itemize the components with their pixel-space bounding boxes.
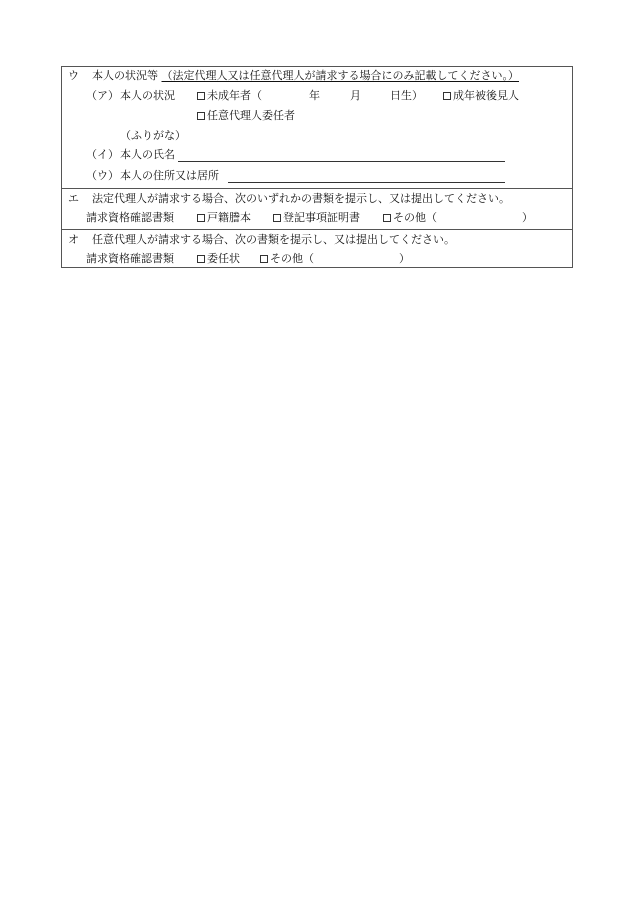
item-i-label: 本人の氏名 [120,148,175,161]
item-u-label: 本人の住所又は居所 [120,169,219,182]
birth-year-label: 年 [309,89,320,102]
adult-ward-option[interactable] [443,89,519,103]
minor-checkbox[interactable] [197,92,205,100]
section-u-title: 本人の状況等 [92,69,158,82]
item-a-marker: （ア） [86,89,119,102]
representative-info-form [61,66,573,268]
adult-ward-checkbox[interactable] [443,92,451,100]
section-o-title: 任意代理人が請求する場合、次の書類を提示し、又は提出してください。 [92,233,455,246]
principal-option[interactable] [197,109,295,123]
item-u-marker: （ウ） [86,169,119,182]
section-u-heading [68,69,519,83]
power-of-attorney-checkbox[interactable] [197,255,205,263]
section-e-other-label: その他（ [393,211,437,224]
adult-ward-label: 成年被後見人 [453,89,519,102]
family-register-label: 戸籍謄本 [207,211,251,224]
section-divider [62,229,572,230]
section-e-other-option[interactable] [383,211,437,225]
section-o-other-checkbox[interactable] [260,255,268,263]
minor-label: 未成年者（ [207,89,262,102]
registry-certificate-label: 登記事項証明書 [283,211,360,224]
power-of-attorney-option[interactable] [197,252,240,266]
birth-day-label: 日生） [390,89,423,102]
section-o-other-close: ） [399,252,410,265]
principal-label: 任意代理人委任者 [207,109,295,122]
item-a-label: 本人の状況 [120,89,175,102]
family-register-checkbox[interactable] [197,214,205,222]
principal-checkbox[interactable] [197,112,205,120]
furigana-label: （ふりがな） [120,129,186,142]
item-i-marker: （イ） [86,148,119,161]
section-e-other-close: ） [522,211,533,224]
birth-month-label: 月 [350,89,361,102]
section-e-doc-label: 請求資格確認書類 [86,211,174,224]
section-o-heading [68,233,455,247]
section-o-other-label: その他（ [270,252,314,265]
name-field[interactable] [178,161,505,162]
section-e-label: エ [68,192,79,205]
section-divider [62,188,572,189]
section-e-heading [68,192,510,206]
address-field[interactable] [228,182,505,183]
registry-certificate-checkbox[interactable] [273,214,281,222]
family-register-option[interactable] [197,211,251,225]
section-e-title: 法定代理人が請求する場合、次のいずれかの書類を提示し、又は提出してください。 [92,192,510,205]
section-u-label: ウ [68,69,79,82]
registry-certificate-option[interactable] [273,211,360,225]
section-o-other-option[interactable] [260,252,314,266]
minor-option[interactable] [197,89,262,103]
section-o-label: オ [68,233,79,246]
power-of-attorney-label: 委任状 [207,252,240,265]
section-o-doc-label: 請求資格確認書類 [86,252,174,265]
section-e-other-checkbox[interactable] [383,214,391,222]
section-u-note: （法定代理人又は任意代理人が請求する場合にのみ記載してください。） [161,69,519,82]
